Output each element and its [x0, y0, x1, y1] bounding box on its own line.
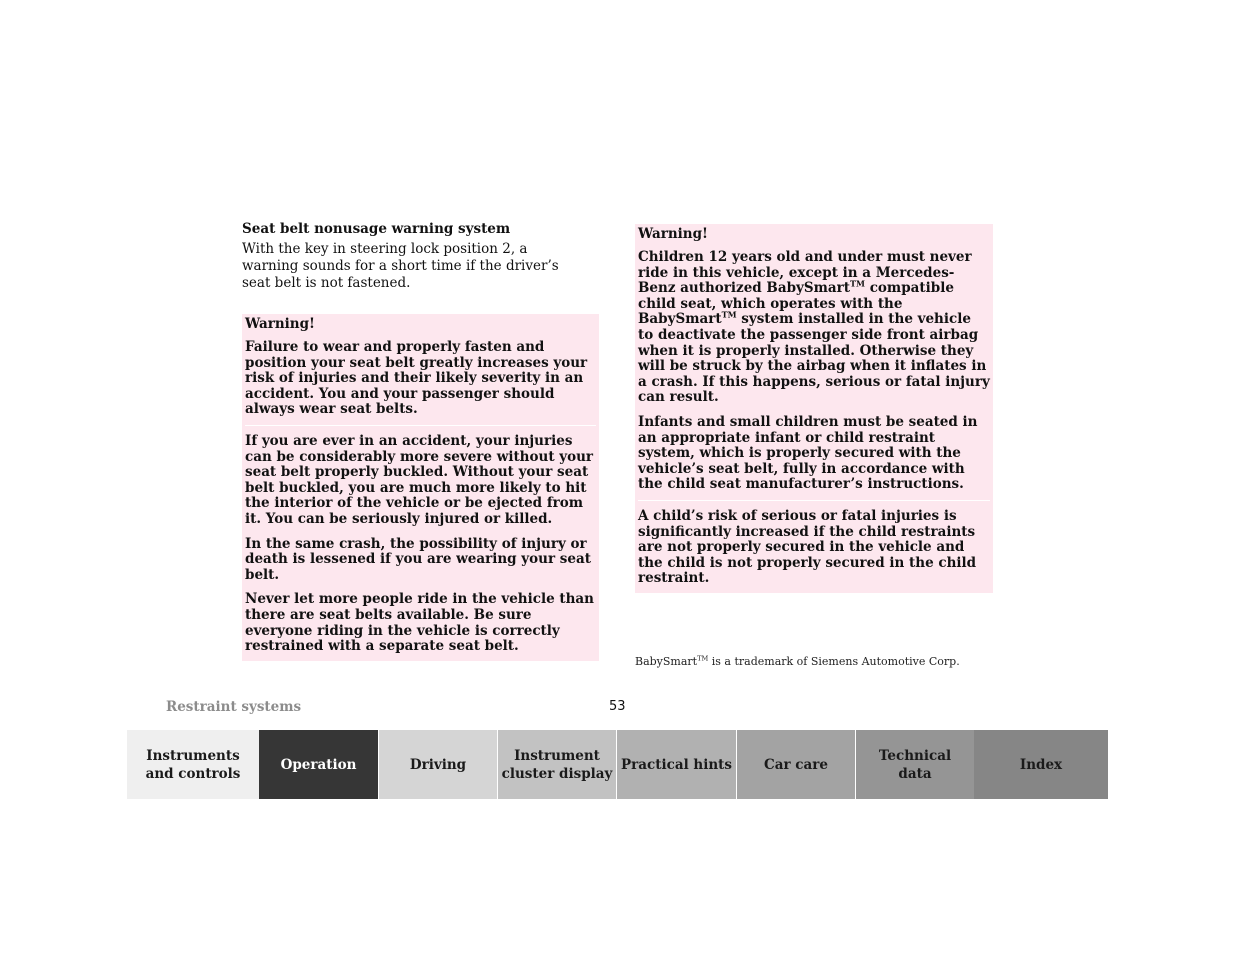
trademark-mark: TM: [850, 278, 865, 289]
section-label: Restraint systems: [166, 699, 302, 715]
tab-index[interactable]: Index: [974, 730, 1108, 799]
trademark-mark: TM: [721, 309, 737, 320]
left-column: [242, 221, 599, 661]
tab-technical-data[interactable]: Technical data: [855, 730, 974, 799]
page-number: 53: [609, 699, 626, 714]
tab-car-care[interactable]: Car care: [736, 730, 855, 799]
warning-paragraph: Failure to wear and properly fasten and position your seat belt greatly increases your risk of injuries and their likely severity in an accident. You and your passenger should always wear seat belts.: [245, 339, 588, 418]
warning-paragraph: Infants and small children must be seated in an appropriate infant or child restraint system, which is properly secured with the vehicle’s seat belt, fully in accordance with the child seat manufacturer’s instructions.: [638, 413, 978, 493]
seat-belt-warning-box: [242, 314, 599, 661]
warning-paragraph: In the same crash, the possibility of injury or death is lessened if you are wearing your seat belt.: [245, 535, 591, 583]
tab-practical-hints[interactable]: Practical hints: [616, 730, 736, 799]
intro-paragraph: With the key in steering lock position 2, a warning sounds for a short time if the driver’s seat belt is not fastened.: [242, 241, 559, 291]
section-heading: Seat belt nonusage warning system: [242, 221, 511, 237]
warning-paragraph: Never let more people ride in the vehicle than there are seat belts available. Be sure everyone riding in the vehicle is correctly restrained with a separate seat belt.: [245, 591, 594, 655]
chapter-navigation: [127, 730, 1108, 799]
footnote-text: is a trademark of Siemens Automotive Corp.: [708, 655, 960, 668]
trademark-mark: TM: [697, 654, 709, 663]
footnote-brand: BabySmart: [635, 655, 698, 668]
warning-title: Warning!: [245, 316, 315, 332]
warning-title: Warning!: [638, 226, 708, 242]
tab-driving[interactable]: Driving: [378, 730, 497, 799]
warning-paragraph: If you are ever in an accident, your injuries can be considerably more severe without your seat belt properly buckled. Without your seat belt buckled, you are much more likely to hit the interior of the vehicle or be ejected from it. You can be seriously injured or killed.: [245, 425, 596, 528]
child-seat-warning-box: [635, 224, 993, 593]
tab-instrument-cluster-display[interactable]: Instrument cluster display: [497, 730, 616, 799]
warning-paragraph: [638, 250, 990, 406]
tab-instruments-and-controls[interactable]: Instruments and controls: [127, 730, 259, 799]
right-column: [635, 224, 993, 593]
text-segment: Children 12 years old and under must never ride in this vehicle, except in a Mercedes-Benz authorized BabySmart: [638, 249, 972, 297]
text-segment: compatible child seat, which operates with the BabySmart: [638, 280, 954, 328]
trademark-footnote: [635, 655, 960, 669]
tab-operation[interactable]: Operation: [259, 730, 378, 799]
text-segment: system installed in the vehicle to deactivate the passenger side front airbag when it is properly installed. Otherwise they will be struck by the airbag when it inflates in a crash. If this happens, serious or fatal injury can result.: [638, 311, 990, 406]
warning-paragraph: A child’s risk of serious or fatal injuries is significantly increased if the child restraints are not properly secured in the vehicle and the child is not properly secured in the child restraint.: [638, 500, 990, 587]
